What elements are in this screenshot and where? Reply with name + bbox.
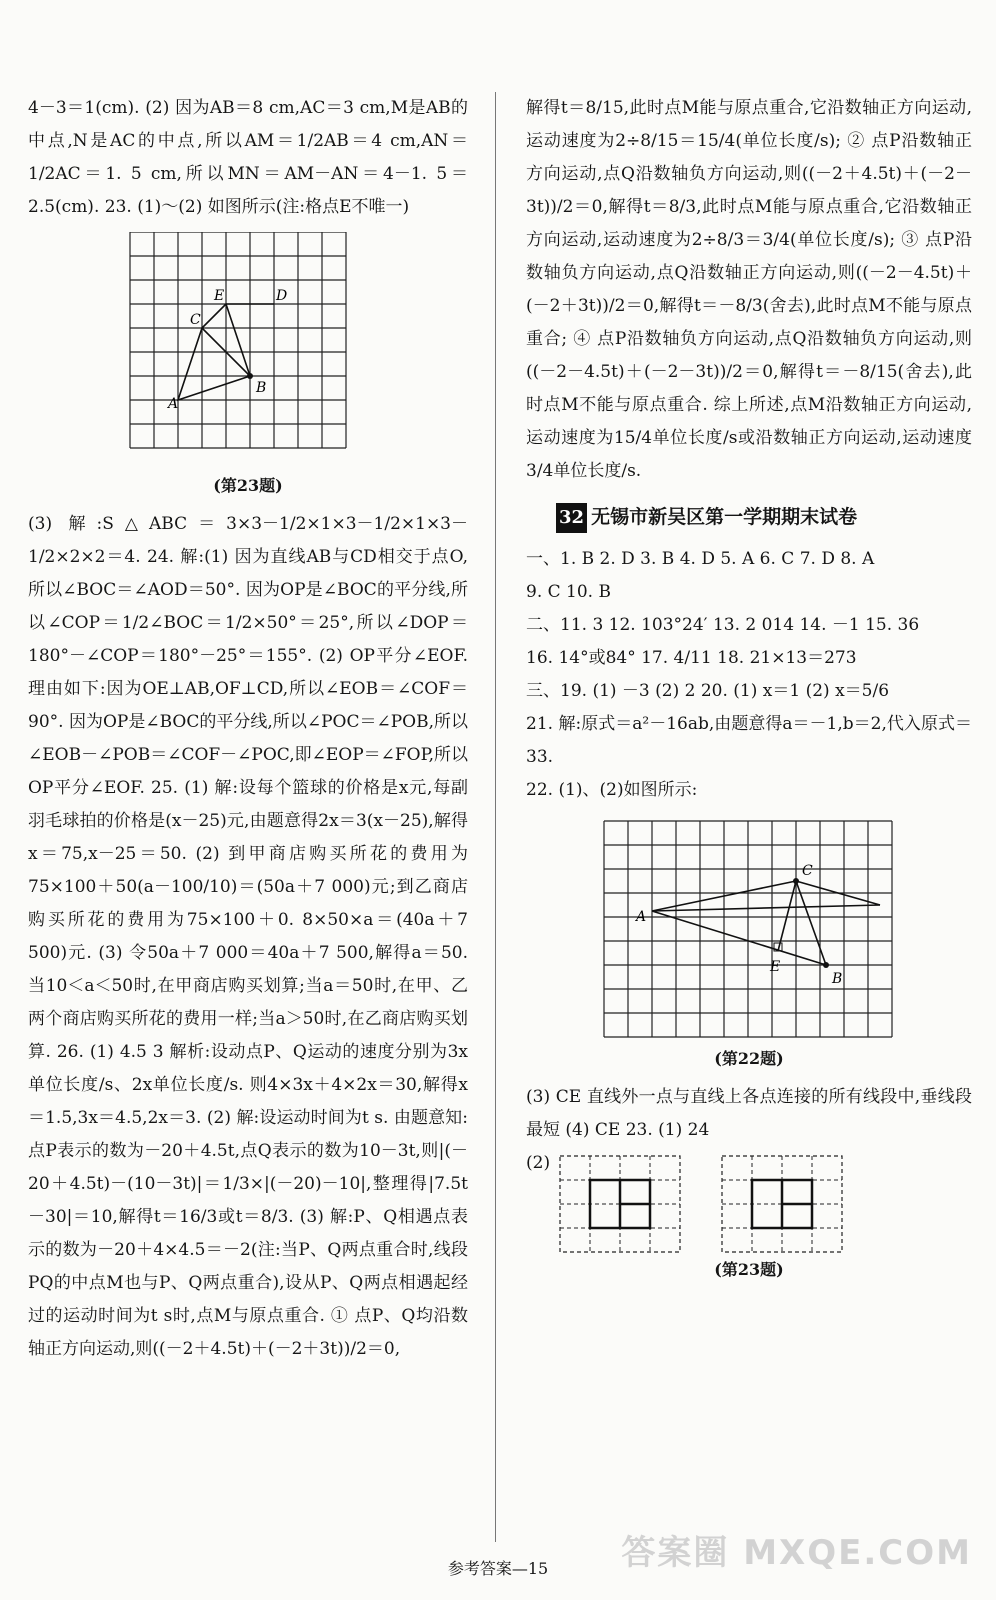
triangle-abc — [178, 328, 250, 400]
point-b-mark — [247, 373, 253, 379]
view-right — [722, 1156, 842, 1252]
answer-text: 解得t＝8/15,此时点M能与原点重合,它沿数轴正方向运动,运动速度为2÷8/15＝15/4(单位长度/s); ② 点P沿数轴正方向运动,点Q沿数轴负方向运动,则((－2＋4.5t)＋(－2－3t))/2＝0,解得t＝8/3,此时点M能与原点重合,它沿数轴正方向运动,运动速度为2÷8/3＝3/4(单位长度/s); ③ 点P沿数轴负方向运动,点Q沿数轴正方向运动,则((－2－4.5t)＋(－2＋3t))/2＝0,解得t＝－8/3(舍去),此时点M不能与原点重合; ④ 点P沿数轴负方向运动,点Q沿数轴负方向运动,则((－2－4.5t)＋(－2－3t))/2＝0,解得t＝－8/15(舍去),此时点M不能与原点重合. 综上所述,点M沿数轴正方向运动,运动速度为15/4单位长度/s或沿数轴正方向运动,运动速度3/4单位长度/s. — [526, 98, 972, 481]
answer-text: 4－3＝1(cm). (2) 因为AB＝8 cm,AC＝3 cm,M是AB的中点,N是AC的中点,所以AM＝1/2AB＝4 cm,AN＝1/2AC＝1. 5 cm,所以MN＝AM－AN＝4－1. 5＝2.5(cm). 23. (1)～(2) 如图所示(注:格点E不唯一) — [28, 98, 468, 217]
label-e: E — [214, 288, 225, 304]
figure-23-caption: (第23题) — [213, 476, 283, 495]
label-d: D — [276, 288, 288, 304]
section-title: 无锡市新吴区第一学期期末试卷 — [591, 506, 858, 528]
label-e: E — [770, 959, 781, 975]
label-b: B — [256, 380, 267, 396]
answer-text: (3) 解:S△ABC＝3×3－1/2×1×3－1/2×1×3－1/2×2×2＝4. 24. 解:(1) 因为直线AB与CD相交于点O,所以∠BOC＝∠AOD＝50°. 因为OP是∠BOC的平分线,所以∠COP＝1/2∠BOC＝1/2×50°＝25°,所以∠DOP＝180°－∠COP＝180°－25°＝155°. (2) OP平分∠EOF. 理由如下:因为OE⊥AB,OF⊥CD,所以∠EOB＝∠COF＝90°. 因为OP是∠BOC的平分线,所以∠POC＝∠POB,所以∠EOB－∠POB＝∠COF－∠POC,即∠EOP＝∠FOP,所以OP平分∠EOF. 25. (1) 解:设每个篮球的价格是x元,每副羽毛球拍的价格是(x－25)元,由题意得2x＝3(x－25),解得x＝75,x－25＝50. (2) 到甲商店购买所花的费用为75×100＋50(a－100/10)＝(50a＋7 000)元;到乙商店购买所花的费用为75×100＋0. 8×50×a＝(40a＋7 500)元. (3) 令50a＋7 000＝40a＋7 500,解得a＝50. 当10＜a＜50时,在甲商店购买划算;当a＝50时,在甲、乙两个商店购买所花的费用一样;当a＞50时,在乙商店购买划算. 26. (1) 4.5 3 解析:设动点P、Q运动的速度分别为3x单位长度/s、2x单位长度/s. 则4×3x＋4×2x＝30,解得x＝1.5,3x＝4.5,2x＝3. (2) 解:设运动时间为t s. 由题意知:点P表示的数为－20＋4.5t,点Q表示的数为10－3t,则|(－20＋4.5t)－(10－3t)|＝1/3×|(－20)－10|,整理得|7.5t－30|＝10,解得t＝16/3或t＝8/3. (3) 解:P、Q相遇点表示的数为－20＋4×4.5＝－2(注:当P、Q两点重合时,线段PQ的中点M也与P、Q两点重合),设从P、Q两点相遇起经过的运动时间为t s时,点M与原点重合. ① 点P、Q均沿数轴正方向运动,则((－2＋4.5t)＋(－2＋3t))/2＝0, — [28, 514, 469, 1359]
right-column — [526, 92, 972, 1292]
question-23-2-label: (2) — [526, 1153, 551, 1173]
fill-answers-row-1: 二、11. 3 12. 103°24′ 13. 2 014 14. －1 15. 36 — [526, 615, 920, 635]
mc-answers-row-1: 一、1. B 2. D 3. B 4. D 5. A 6. C 7. D 8. A — [526, 549, 875, 569]
figure-22-grid — [526, 815, 972, 1045]
grid-lines — [604, 821, 892, 1037]
label-c: C — [190, 312, 201, 328]
figure-22-caption: (第22题) — [714, 1049, 784, 1068]
point-c-mark — [793, 878, 799, 884]
question-22-answer: 22. (1)、(2)如图所示: — [526, 780, 698, 800]
section-heading — [556, 502, 972, 533]
left-column — [28, 92, 468, 1366]
mc-answers-row-2: 9. C 10. B — [526, 582, 611, 602]
point-b-mark — [823, 962, 829, 968]
question-21-answer: 21. 解:原式＝a²－16ab,由题意得a＝－1,b＝2,代入原式＝33. — [526, 714, 972, 767]
view-left — [560, 1156, 680, 1252]
label-a: A — [636, 909, 647, 925]
figure-23b-caption: (第23题) — [714, 1260, 784, 1279]
figure-22 — [526, 815, 972, 1073]
section-number-badge: 32 — [556, 503, 587, 533]
question-22-3-answer: (3) CE 直线外一点与直线上各点连接的所有线段中,垂线段最短 (4) CE 23. (1) 24 — [526, 1087, 972, 1140]
page-footer: 参考答案—15 — [447, 1559, 549, 1578]
fill-answers-row-2: 16. 14°或84° 17. 4/11 18. 21×13＝273 — [526, 648, 857, 668]
figure-23-grid — [28, 232, 468, 472]
figure-23b-views — [526, 1152, 972, 1256]
calc-answers: 三、19. (1) －3 (2) 2 20. (1) x＝1 (2) x＝5/6 — [526, 681, 890, 701]
line-a-extended — [652, 905, 880, 911]
segment-ab — [652, 911, 826, 965]
figure-23b — [526, 1152, 972, 1284]
column-divider — [495, 92, 496, 1542]
watermark: 答案圈 MXQE.COM — [621, 1533, 972, 1573]
segment-eb — [226, 304, 250, 376]
label-c: C — [802, 863, 813, 879]
label-a: A — [168, 396, 179, 412]
label-b: B — [832, 971, 843, 987]
figure-23 — [28, 232, 468, 500]
segment-ce — [202, 304, 226, 328]
